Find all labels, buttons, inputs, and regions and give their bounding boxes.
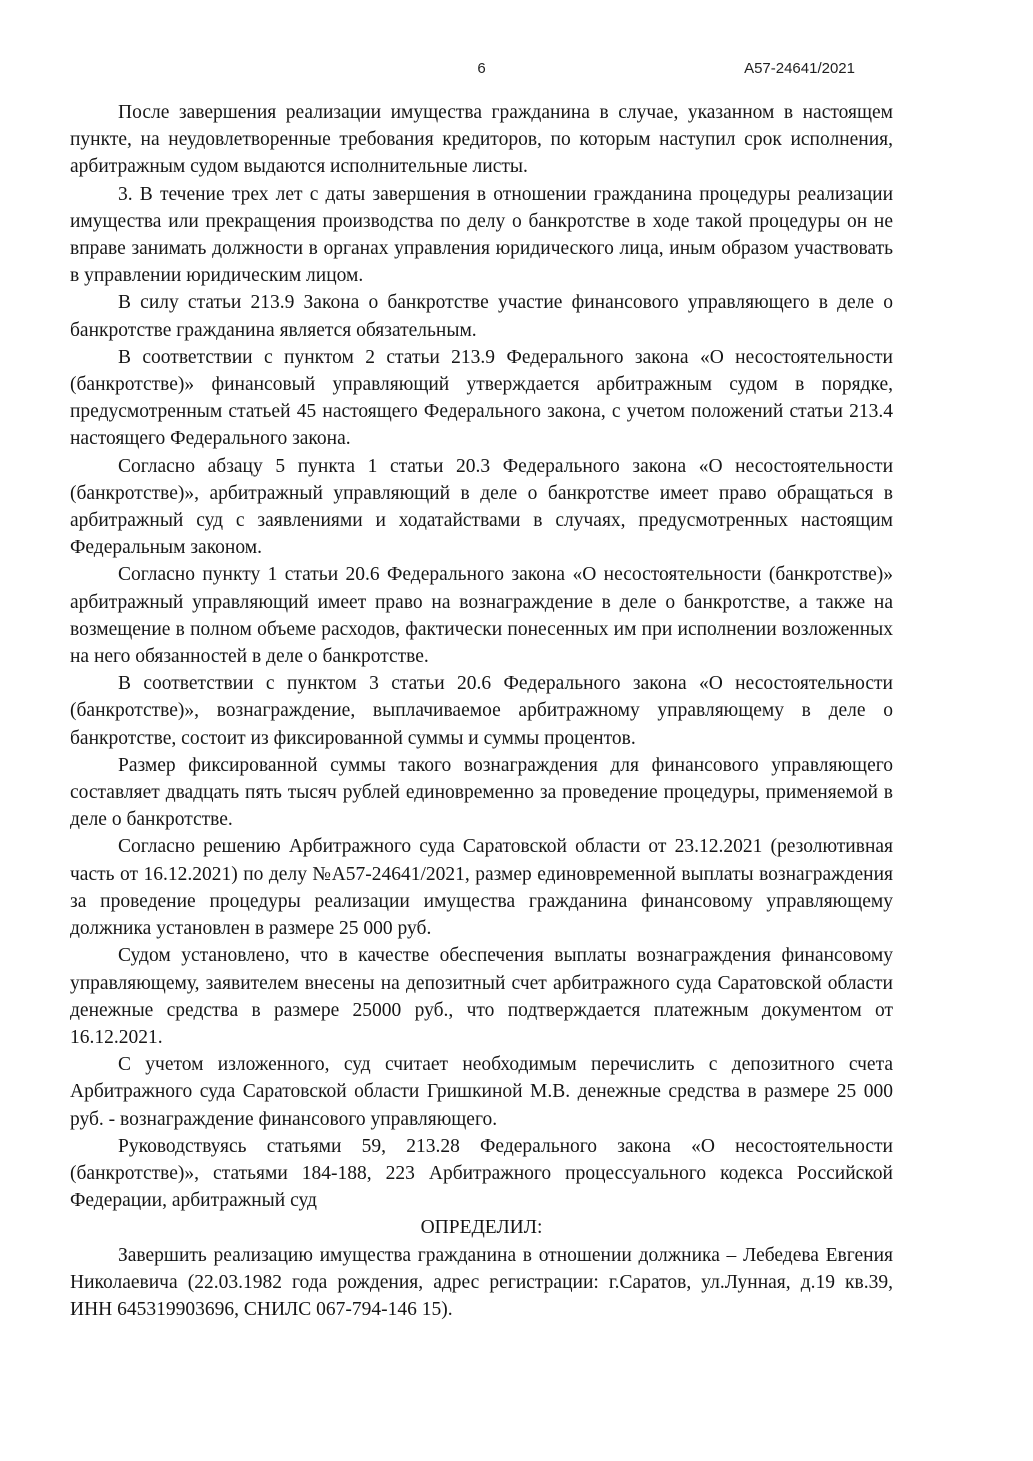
paragraph-article-20-3: Согласно абзацу 5 пункта 1 статьи 20.3 Федерального закона «О несостоятельности (банкротстве)», арбитражный управляющий в деле о банкротстве имеет право обращаться в арбитражный суд с заявлениями и ходатайствами в случаях, предусмотренных настоящим Федеральным законом. — [70, 455, 893, 559]
paragraph-deposit: Судом установлено, что в качестве обеспечения выплаты вознаграждения финансовому управляющему, заявителем внесены на депозитный счет арбитражного суда Саратовской области денежные средства в размере 25000 руб., что подтверждается платежным документом от 16.12.2021. — [70, 945, 893, 1048]
page-number: 6 — [477, 60, 486, 77]
paragraph-resolution-complete: Завершить реализацию имущества гражданина в отношении должника – Лебедева Евгения Николаевича (22.03.1982 года рождения, адрес регистрации: г.Саратов, ул.Лунная, д.19 кв.39, ИНН 645319903696, СНИЛС 067-794-146 15). — [70, 1244, 893, 1320]
paragraph-transfer: С учетом изложенного, суд считает необходимым перечислить с депозитного счета Арбитражного суда Саратовской области Гришкиной М.В. денежные средства в размере 25 000 руб. - вознаграждение финансового управляющего. — [70, 1054, 893, 1130]
paragraph-point-3-20-6: В соответствии с пунктом 3 статьи 20.6 Федерального закона «О несостоятельности (банкротстве)», вознаграждение, выплачиваемое арбитражному управляющему в деле о банкротстве, состоит из фиксированной суммы и суммы процентов. — [70, 673, 893, 749]
resolution-heading: ОПРЕДЕЛИЛ: — [420, 1217, 543, 1239]
page-header — [70, 60, 893, 80]
paragraph-point-1-20-6: Согласно пункту 1 статьи 20.6 Федерального закона «О несостоятельности (банкротстве)» арбитражный управляющий имеет право на вознаграждение в деле о банкротстве, а также на возмещение в полном объеме расходов, фактически понесенных им при исполнении возложенных на него обязанностей в деле о банкротстве. — [70, 564, 893, 668]
document-body — [70, 99, 893, 1323]
paragraph-after-completion: После завершения реализации имущества гражданина в случае, указанном в настоящем пункте, на неудовлетворенные требования кредиторов, по которым наступил срок исполнения, арбитражным судом выдаются исполнительные листы. — [70, 102, 893, 178]
paragraph-article-213-9: В силу статьи 213.9 Закона о банкротстве участие финансового управляющего в деле о банкротстве гражданина является обязательным. — [70, 292, 893, 341]
paragraph-point-2-213-9: В соответствии с пунктом 2 статьи 213.9 Федерального закона «О несостоятельности (банкротстве)» финансовый управляющий утверждается арбитражным судом в порядке, предусмотренным статьей 45 настоящего Федерального закона, с учетом положений статьи 213.4 настоящего Федерального закона. — [70, 346, 893, 450]
case-number: А57-24641/2021 — [744, 60, 855, 77]
paragraph-court-decision: Согласно решению Арбитражного суда Саратовской области от 23.12.2021 (резолютивная часть от 16.12.2021) по делу №А57-24641/2021, размер единовременной выплаты вознаграждения за проведение процедуры реализации имущества гражданина финансовому управляющему должника установлен в размере 25 000 руб. — [70, 836, 893, 940]
paragraph-guided-by: Руководствуясь статьями 59, 213.28 Федерального закона «О несостоятельности (банкротстве)», статьями 184-188, 223 Арбитражного процессуального кодекса Российской Федерации, арбитражный суд — [70, 1135, 893, 1212]
paragraph-fixed-sum: Размер фиксированной суммы такого вознаграждения для финансового управляющего составляет двадцать пять тысяч рублей единовременно за проведение процедуры, применяемой в деле о банкротстве. — [70, 754, 893, 831]
paragraph-three-year-ban: 3. В течение трех лет с даты завершения в отношении гражданина процедуры реализации имущества или прекращения производства по делу о банкротстве в ходе такой процедуры он не вправе занимать должности в органах управления юридического лица, иным образом участвовать в управлении юридическим лицом. — [70, 183, 893, 287]
